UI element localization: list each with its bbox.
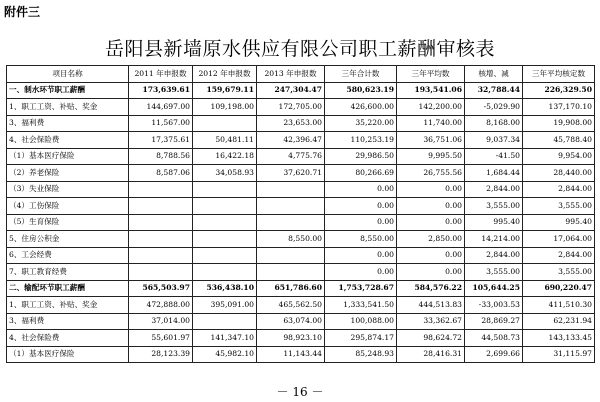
item-name-cell: 6、工会经费 xyxy=(7,247,129,264)
value-cell: 2,850.00 xyxy=(397,231,465,248)
value-cell: 247,304.47 xyxy=(257,82,325,99)
column-header: 三年合计数 xyxy=(325,66,397,83)
column-header: 2011 年申报数 xyxy=(129,66,193,83)
item-name-cell: （5）生育保险 xyxy=(7,214,129,231)
value-cell: 17,064.00 xyxy=(523,231,595,248)
column-header: 项目名称 xyxy=(7,66,129,83)
value-cell: 3,555.00 xyxy=(465,264,523,281)
table-body xyxy=(7,66,595,363)
value-cell: 159,679.11 xyxy=(193,82,257,99)
value-cell: 395,091.00 xyxy=(193,297,257,314)
value-cell: 28,416.31 xyxy=(397,346,465,363)
value-cell: 995.40 xyxy=(465,214,523,231)
value-cell: 28,869.27 xyxy=(465,313,523,330)
value-cell: 8,550.00 xyxy=(257,231,325,248)
table-row xyxy=(7,82,595,99)
value-cell: 137,170.10 xyxy=(523,99,595,116)
value-cell: 98,624.72 xyxy=(397,330,465,347)
value-cell: 3,555.00 xyxy=(465,198,523,215)
value-cell: 28,440.00 xyxy=(523,165,595,182)
value-cell: 8,550.00 xyxy=(325,231,397,248)
table-row xyxy=(7,198,595,215)
value-cell: 109,198.00 xyxy=(193,99,257,116)
item-name-cell: （4）工伤保险 xyxy=(7,198,129,215)
table-row xyxy=(7,148,595,165)
item-name-cell: 7、职工教育经费 xyxy=(7,264,129,281)
value-cell: 33,362.67 xyxy=(397,313,465,330)
value-cell: 651,786.60 xyxy=(257,280,325,297)
item-name-cell: （2）养老保险 xyxy=(7,165,129,182)
value-cell: 193,541.06 xyxy=(397,82,465,99)
value-cell: 1,753,728.67 xyxy=(325,280,397,297)
value-cell: 2,844.00 xyxy=(523,181,595,198)
page-number: － 16 － xyxy=(276,385,324,399)
value-cell: 44,508.73 xyxy=(465,330,523,347)
value-cell: 9,954.00 xyxy=(523,148,595,165)
value-cell: 0.00 xyxy=(325,214,397,231)
value-cell: 35,220.00 xyxy=(325,115,397,132)
value-cell: 55,601.97 xyxy=(129,330,193,347)
value-cell xyxy=(257,214,325,231)
value-cell: 172,705.00 xyxy=(257,99,325,116)
value-cell: 110,253.19 xyxy=(325,132,397,149)
value-cell: 105,644.25 xyxy=(465,280,523,297)
item-name-cell: 4、社会保险费 xyxy=(7,132,129,149)
value-cell: 141,347.10 xyxy=(193,330,257,347)
value-cell: 23,653.00 xyxy=(257,115,325,132)
value-cell: 411,510.30 xyxy=(523,297,595,314)
value-cell: 0.00 xyxy=(397,198,465,215)
item-name-cell: 3、福利费 xyxy=(7,313,129,330)
value-cell: 580,623.19 xyxy=(325,82,397,99)
value-cell: 8,168.00 xyxy=(465,115,523,132)
table-row xyxy=(7,231,595,248)
value-cell: 690,220.47 xyxy=(523,280,595,297)
value-cell: 9,995.50 xyxy=(397,148,465,165)
value-cell: -41.50 xyxy=(465,148,523,165)
value-cell: 8,587.06 xyxy=(129,165,193,182)
value-cell: 42,396.47 xyxy=(257,132,325,149)
value-cell: 2,699.66 xyxy=(465,346,523,363)
value-cell: 3,555.00 xyxy=(523,198,595,215)
value-cell: 11,143.44 xyxy=(257,346,325,363)
table-row xyxy=(7,115,595,132)
value-cell: 565,503.97 xyxy=(129,280,193,297)
value-cell: 465,562.50 xyxy=(257,297,325,314)
value-cell: 142,200.00 xyxy=(397,99,465,116)
item-name-cell: 1、职工工资、补贴、奖金 xyxy=(7,297,129,314)
value-cell: 37,620.71 xyxy=(257,165,325,182)
value-cell: 17,375.61 xyxy=(129,132,193,149)
value-cell: 0.00 xyxy=(325,181,397,198)
table-row xyxy=(7,99,595,116)
value-cell: 80,266.69 xyxy=(325,165,397,182)
value-cell: 9,037.34 xyxy=(465,132,523,149)
value-cell: 100,088.00 xyxy=(325,313,397,330)
value-cell xyxy=(129,214,193,231)
table-row xyxy=(7,280,595,297)
value-cell: 14,214.00 xyxy=(465,231,523,248)
value-cell: 3,555.00 xyxy=(523,264,595,281)
value-cell: 11,567.00 xyxy=(129,115,193,132)
value-cell: 36,751.06 xyxy=(397,132,465,149)
value-cell xyxy=(257,198,325,215)
value-cell: 295,874.17 xyxy=(325,330,397,347)
item-name-cell: 4、社会保险费 xyxy=(7,330,129,347)
value-cell: 45,982.10 xyxy=(193,346,257,363)
value-cell: 444,513.83 xyxy=(397,297,465,314)
value-cell: 45,788.40 xyxy=(523,132,595,149)
value-cell xyxy=(257,247,325,264)
value-cell: 1,333,541.50 xyxy=(325,297,397,314)
value-cell xyxy=(129,198,193,215)
column-header: 核增、减 xyxy=(465,66,523,83)
value-cell: 50,481.11 xyxy=(193,132,257,149)
column-header: 三年平均核定数 xyxy=(523,66,595,83)
value-cell: 472,888.00 xyxy=(129,297,193,314)
value-cell: 32,788.44 xyxy=(465,82,523,99)
value-cell: 31,115.97 xyxy=(523,346,595,363)
value-cell: 85,248.93 xyxy=(325,346,397,363)
table-row xyxy=(7,297,595,314)
item-name-cell: 二、输配环节职工薪酬 xyxy=(7,280,129,297)
value-cell: 426,600.00 xyxy=(325,99,397,116)
value-cell: 0.00 xyxy=(397,181,465,198)
column-header: 三年平均数 xyxy=(397,66,465,83)
value-cell: 995.40 xyxy=(523,214,595,231)
table-header-row xyxy=(7,66,595,83)
value-cell xyxy=(193,264,257,281)
column-header: 2012 年申报数 xyxy=(193,66,257,83)
value-cell xyxy=(257,181,325,198)
value-cell: 2,844.00 xyxy=(523,247,595,264)
table-row xyxy=(7,313,595,330)
value-cell xyxy=(193,247,257,264)
value-cell xyxy=(129,264,193,281)
value-cell: 0.00 xyxy=(325,264,397,281)
value-cell: 0.00 xyxy=(325,247,397,264)
salary-audit-table xyxy=(6,65,595,363)
table-row xyxy=(7,346,595,363)
value-cell: 2,844.00 xyxy=(465,247,523,264)
value-cell xyxy=(193,181,257,198)
value-cell: 11,740.00 xyxy=(397,115,465,132)
value-cell: 1,684.44 xyxy=(465,165,523,182)
value-cell: 29,986.50 xyxy=(325,148,397,165)
value-cell: 62,231.94 xyxy=(523,313,595,330)
value-cell: 63,074.00 xyxy=(257,313,325,330)
item-name-cell: 一、制水环节职工薪酬 xyxy=(7,82,129,99)
value-cell xyxy=(193,115,257,132)
item-name-cell: 5、住房公积金 xyxy=(7,231,129,248)
value-cell: 143,133.45 xyxy=(523,330,595,347)
column-header: 2013 年申报数 xyxy=(257,66,325,83)
item-name-cell: 1、职工工资、补贴、奖金 xyxy=(7,99,129,116)
table-row xyxy=(7,330,595,347)
page-title: 岳阳县新墙原水供应有限公司职工薪酬审核表 xyxy=(104,38,495,60)
value-cell xyxy=(193,198,257,215)
value-cell: 98,923.10 xyxy=(257,330,325,347)
value-cell: 37,014.00 xyxy=(129,313,193,330)
value-cell: 0.00 xyxy=(397,247,465,264)
value-cell: 0.00 xyxy=(397,264,465,281)
value-cell: 584,576.22 xyxy=(397,280,465,297)
value-cell: 0.00 xyxy=(397,214,465,231)
table-row xyxy=(7,132,595,149)
value-cell: 0.00 xyxy=(325,198,397,215)
table-row xyxy=(7,247,595,264)
value-cell xyxy=(257,264,325,281)
value-cell: -5,029.90 xyxy=(465,99,523,116)
value-cell: 4,775.76 xyxy=(257,148,325,165)
value-cell xyxy=(193,214,257,231)
item-name-cell: （1）基本医疗保险 xyxy=(7,346,129,363)
item-name-cell: （1）基本医疗保险 xyxy=(7,148,129,165)
value-cell: 144,697.00 xyxy=(129,99,193,116)
value-cell: 34,058.93 xyxy=(193,165,257,182)
table-row xyxy=(7,181,595,198)
value-cell: 226,329.50 xyxy=(523,82,595,99)
attachment-label: 附件三 xyxy=(4,5,41,19)
value-cell: 19,908.00 xyxy=(523,115,595,132)
value-cell xyxy=(193,231,257,248)
table-row xyxy=(7,264,595,281)
value-cell: 2,844.00 xyxy=(465,181,523,198)
value-cell xyxy=(129,231,193,248)
item-name-cell: 3、福利费 xyxy=(7,115,129,132)
value-cell xyxy=(193,313,257,330)
item-name-cell: （3）失业保险 xyxy=(7,181,129,198)
value-cell: 16,422.18 xyxy=(193,148,257,165)
table-row xyxy=(7,165,595,182)
value-cell: 173,639.61 xyxy=(129,82,193,99)
value-cell: 26,755.56 xyxy=(397,165,465,182)
value-cell: -33,003.53 xyxy=(465,297,523,314)
table-row xyxy=(7,214,595,231)
value-cell xyxy=(129,181,193,198)
value-cell: 536,438.10 xyxy=(193,280,257,297)
value-cell: 8,788.56 xyxy=(129,148,193,165)
value-cell xyxy=(129,247,193,264)
value-cell: 28,123.39 xyxy=(129,346,193,363)
